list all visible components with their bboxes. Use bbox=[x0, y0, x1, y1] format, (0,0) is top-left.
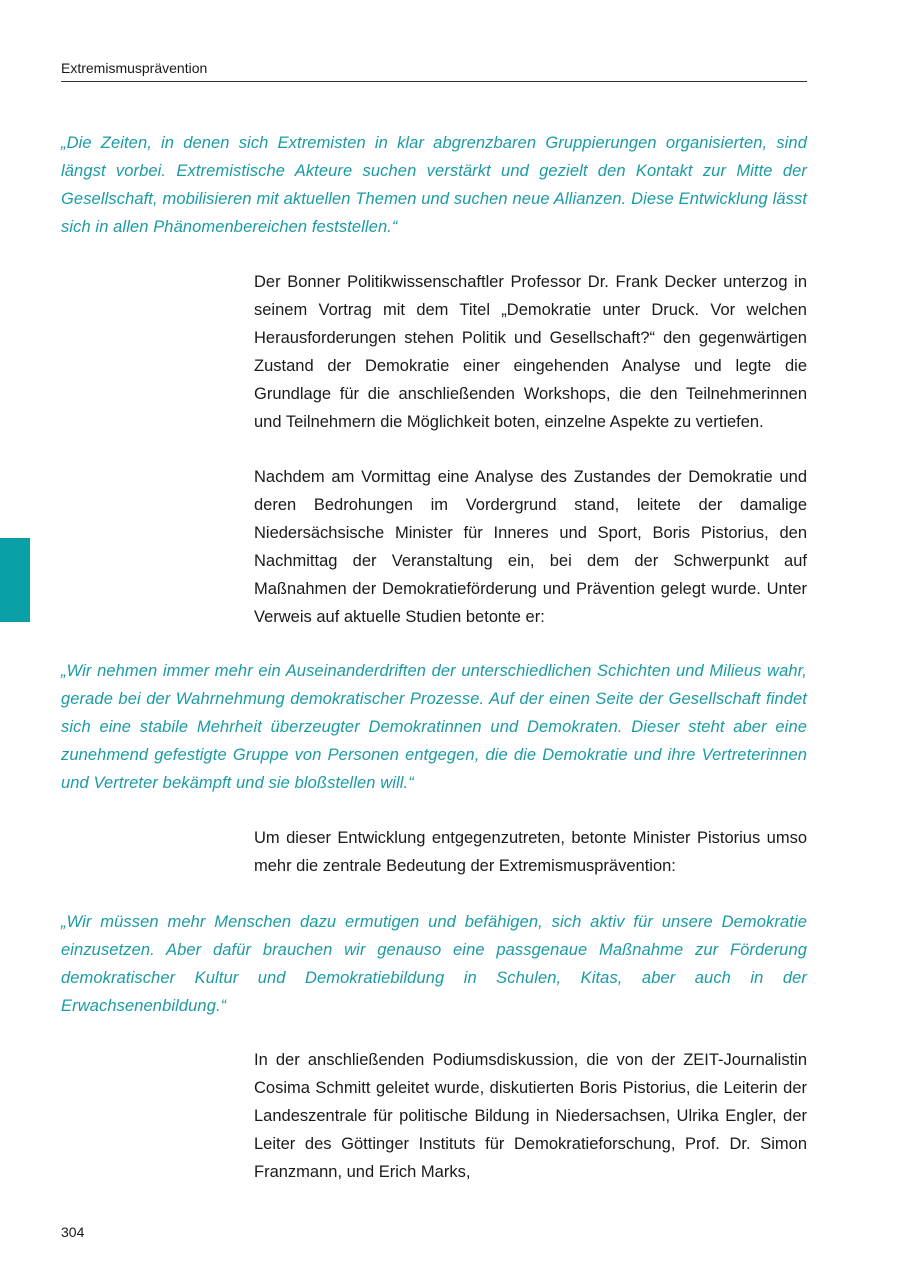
quote-block-2: „Wir nehmen immer mehr ein Auseinanderdriften der unterschiedlichen Schichten und Milieus wahr, gerade bei der Wahrnehmung demokratischer Prozesse. Auf der einen Seite der Gesellschaft findet sich eine stabile Mehrheit überzeugter Demokratinnen und Demokraten. Dieser steht aber eine zunehmend gefestigte Gruppe von Personen entgegen, die die Demokratie und ihre Vertreterinnen und Vertreter bekämpft und sie bloßstellen will.“ bbox=[61, 662, 807, 792]
body-paragraph-4: In der anschließenden Podiumsdiskussion, die von der ZEIT-Journalistin Cosima Schmitt geleitet wurde, diskutierten Boris Pistorius, die Leiterin der Landeszentrale für politische Bildung in Niedersachsen, Ulrika Engler, der Leiter des Göttinger Instituts für Demokratieforschung, Prof. Dr. Simon Franzmann, und Erich Marks, bbox=[254, 1051, 807, 1181]
body-paragraph-2: Nachdem am Vormittag eine Analyse des Zustandes der Demokratie und deren Bedrohungen im Vordergrund stand, leitete der damalige Niedersächsische Minister für Inneres und Sport, Boris Pistorius, den Nachmittag der Veranstaltung ein, bei dem der Schwerpunkt auf Maßnahmen der Demokratieförderung und Prävention gelegt wurde. Unter Verweis auf aktuelle Studien betonte er: bbox=[254, 468, 807, 626]
body-paragraph-1: Der Bonner Politikwissenschaftler Professor Dr. Frank Decker unterzog in seinem Vortrag mit dem Titel „Demokratie unter Druck. Vor welchen Herausforderungen stehen Politik und Gesellschaft?“ den gegenwärtigen Zustand der Demokratie einer eingehenden Analyse und legte die Grundlage für die anschließenden Workshops, die den Teilnehmerinnen und Teilnehmern die Möglichkeit boten, einzelne Aspekte zu vertiefen. bbox=[254, 273, 807, 431]
quote-block-1: „Die Zeiten, in denen sich Extremisten in klar abgrenzbaren Gruppierungen organisierten, sind längst vorbei. Extremistische Akteure suchen verstärkt und gezielt den Kontakt zur Mitte der Gesellschaft, mobilisieren mit aktuellen Themen und suchen neue Allianzen. Diese Entwicklung lässt sich in allen Phänomenbereichen feststellen.“ bbox=[61, 134, 807, 236]
chapter-side-marker bbox=[0, 538, 30, 622]
running-header-title: Extremismusprävention bbox=[61, 58, 807, 82]
body-paragraph-3: Um dieser Entwicklung entgegenzutreten, betonte Minister Pistorius umso mehr die zentrale Bedeutung der Extremismusprävention: bbox=[254, 829, 807, 875]
page-number: 304 bbox=[61, 1224, 85, 1240]
quote-block-3: „Wir müssen mehr Menschen dazu ermutigen und befähigen, sich aktiv für unsere Demokratie einzusetzen. Aber dafür brauchen wir genauso eine passgenaue Maßnahme zur Förderung demokratischer Kultur und Demokratiebildung in Schulen, Kitas, aber auch in der Erwachsenenbildung.“ bbox=[61, 913, 807, 1015]
